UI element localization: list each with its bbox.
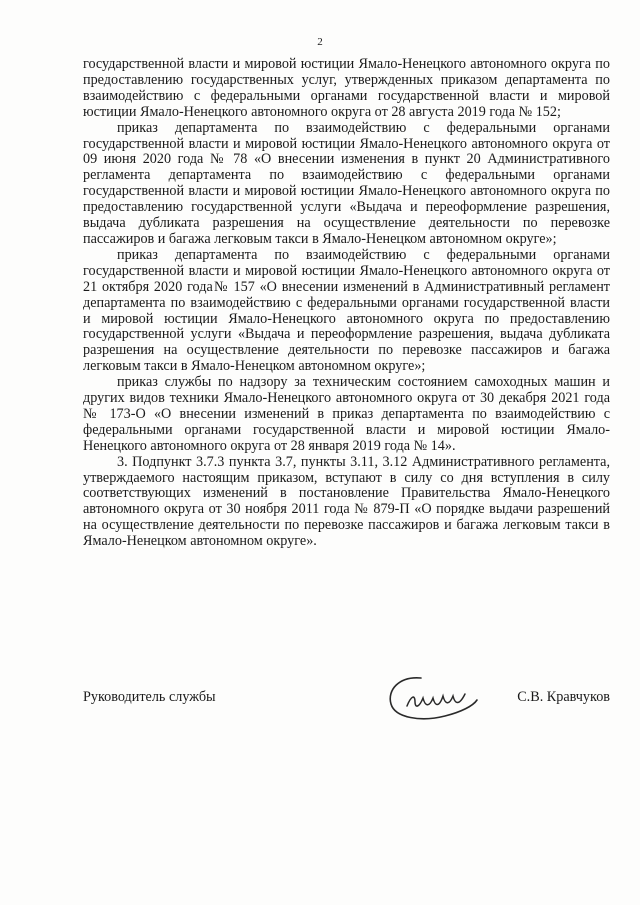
page-number: 2	[317, 36, 323, 48]
signatory-name: С.В. Кравчуков	[517, 689, 610, 705]
document-body	[83, 57, 610, 550]
signature-block	[83, 678, 610, 728]
paragraph-5: 3. Подпункт 3.7.3 пункта 3.7, пункты 3.11, 3.12 Административного регламента, утверждаемого настоящим приказом, вступают в силу со дня вступления в силу соответствующих изменений в постановление Правительства Ямало-Ненецкого автономного округа от 30 ноября 2011 года № 879-П «О порядке выдачи разрешений на осуществление деятельности по перевозке пассажиров и багажа легковым такси в Ямало-Ненецком автономном округе».	[83, 453, 610, 550]
signatory-title: Руководитель службы	[83, 689, 216, 705]
paragraph-1: государственной власти и мировой юстиции Ямало-Ненецкого автономного округа по предоставлению государственных услуг, утвержденных приказом департамента по взаимодействию с федеральными органами государственной власти и мировой юстиции Ямало-Ненецкого автономного округа от 28 августа 2019 года № 152;	[83, 56, 610, 120]
handwritten-signature	[381, 666, 501, 726]
paragraph-4: приказ службы по надзору за техническим состоянием самоходных машин и других видов техники Ямало-Ненецкого автономного округа от 30 декабря 2021 года № 173-О «О внесении изменений в приказ департамента по взаимодействию с федеральными органами государственной власти и мировой юстиции Ямало-Ненецкого автономного округа от 28 января 2019 года № 14».	[83, 374, 610, 454]
paragraph-3: приказ департамента по взаимодействию с федеральными органами государственной власти и мировой юстиции Ямало-Ненецкого автономного округа от 21 октября 2020 года№ 157 «О внесении изменений в Административный регламент департамента по взаимодействию с федеральными органами государственной власти и мировой юстиции Ямало-Ненецкого автономного округа по предоставлению государственной услуги «Выдача и переоформление разрешения, выдача дубликата разрешения на осуществление деятельности по перевозке пассажиров и багажа легковым такси в Ямало-Ненецком автономном округе»;	[83, 246, 610, 375]
paragraph-2: приказ департамента по взаимодействию с федеральными органами государственной власти и мировой юстиции Ямало-Ненецкого автономного округа от 09 июня 2020 года № 78 «О внесении изменения в пункт 20 Административного регламента департамента по взаимодействию с федеральными органами государственной власти и мировой юстиции Ямало-Ненецкого автономного округа по предоставлению государственной услуги «Выдача и переоформление разрешения, выдача дубликата разрешения на осуществление деятельности по перевозке пассажиров и багажа легковым такси в Ямало-Ненецком автономном округе»;	[83, 119, 610, 247]
